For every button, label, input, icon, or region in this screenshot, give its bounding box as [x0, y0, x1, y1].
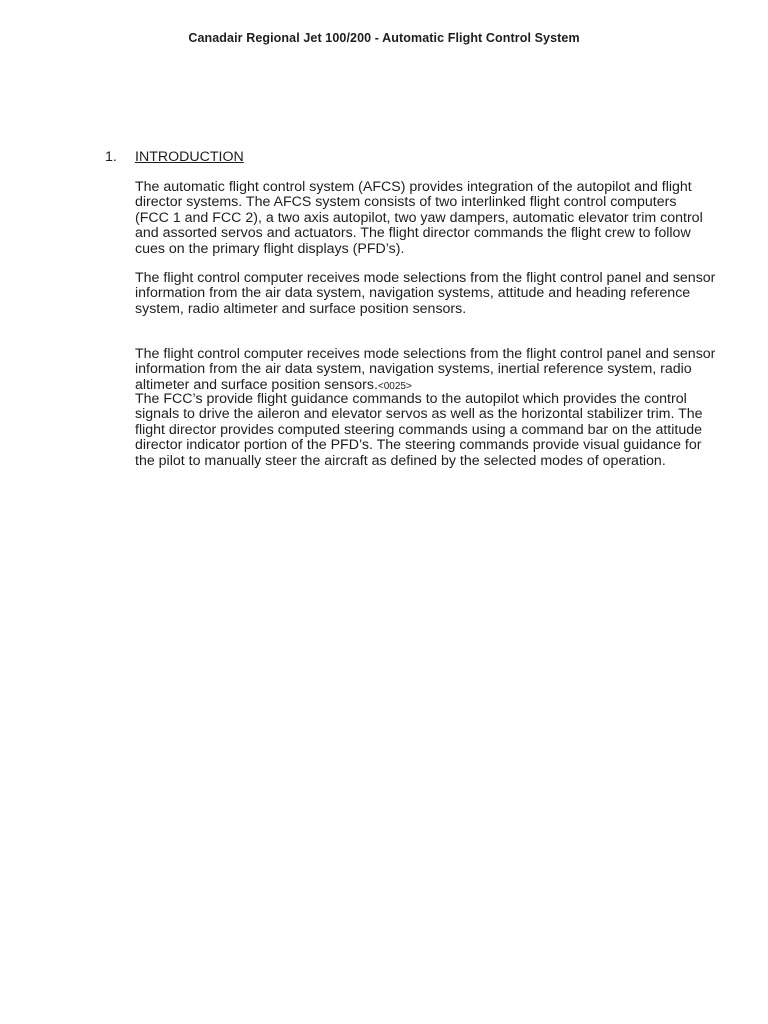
- paragraph-line: The flight control computer receives mode selections from the flight control panel and sensor: [135, 346, 716, 362]
- paragraph-line: The flight control computer receives mode selections from the flight control panel and sensor: [135, 270, 716, 286]
- paragraph-line: and assorted servos and actuators. The flight director commands the flight crew to follow: [135, 225, 691, 242]
- revision-reference-tag: <0025>: [377, 380, 412, 392]
- document-header-title: Canadair Regional Jet 100/200 - Automatic Flight Control System: [188, 31, 580, 45]
- section-title: INTRODUCTION: [135, 149, 244, 165]
- paragraph-line: The FCC’s provide flight guidance commands to the autopilot which provides the control: [135, 391, 687, 407]
- paragraph-line-text: altimeter and surface position sensors.: [135, 376, 378, 393]
- paragraph-line: the pilot to manually steer the aircraft as defined by the selected modes of operation.: [135, 452, 666, 469]
- paragraph-afcs-overview: [135, 180, 735, 257]
- paragraph-line: cues on the primary flight displays (PFD’s).: [135, 240, 405, 257]
- paragraph-line: The automatic flight control system (AFCS) provides integration of the autopilot and flight: [135, 179, 692, 195]
- paragraph-line: system, radio altimeter and surface position sensors.: [135, 300, 467, 317]
- paragraph-line: director indicator portion of the PFD’s. The steering commands provide visual guidance for: [135, 437, 702, 454]
- paragraph-line: flight director provides computed steering commands using a command bar on the attitude: [135, 421, 703, 438]
- paragraph-line: (FCC 1 and FCC 2), a two axis autopilot, two yaw dampers, automatic elevator trim control: [135, 209, 703, 226]
- paragraph-line: information from the air data system, navigation systems, inertial reference system, radio: [135, 361, 692, 378]
- paragraph-fcc-inputs-ahrs: [135, 271, 735, 317]
- paragraph-line: director systems. The AFCS system consists of two interlinked flight control computers: [135, 194, 677, 211]
- paragraph-fcc-inputs-irs: [135, 347, 735, 394]
- paragraph-line: information from the air data system, navigation systems, attitude and heading reference: [135, 285, 691, 302]
- section-number: 1.: [105, 149, 117, 165]
- section-heading: [105, 149, 244, 165]
- paragraph-flight-guidance: [135, 392, 735, 469]
- paragraph-line: signals to drive the aileron and elevator servos as well as the horizontal stabilizer trim. The: [135, 406, 703, 423]
